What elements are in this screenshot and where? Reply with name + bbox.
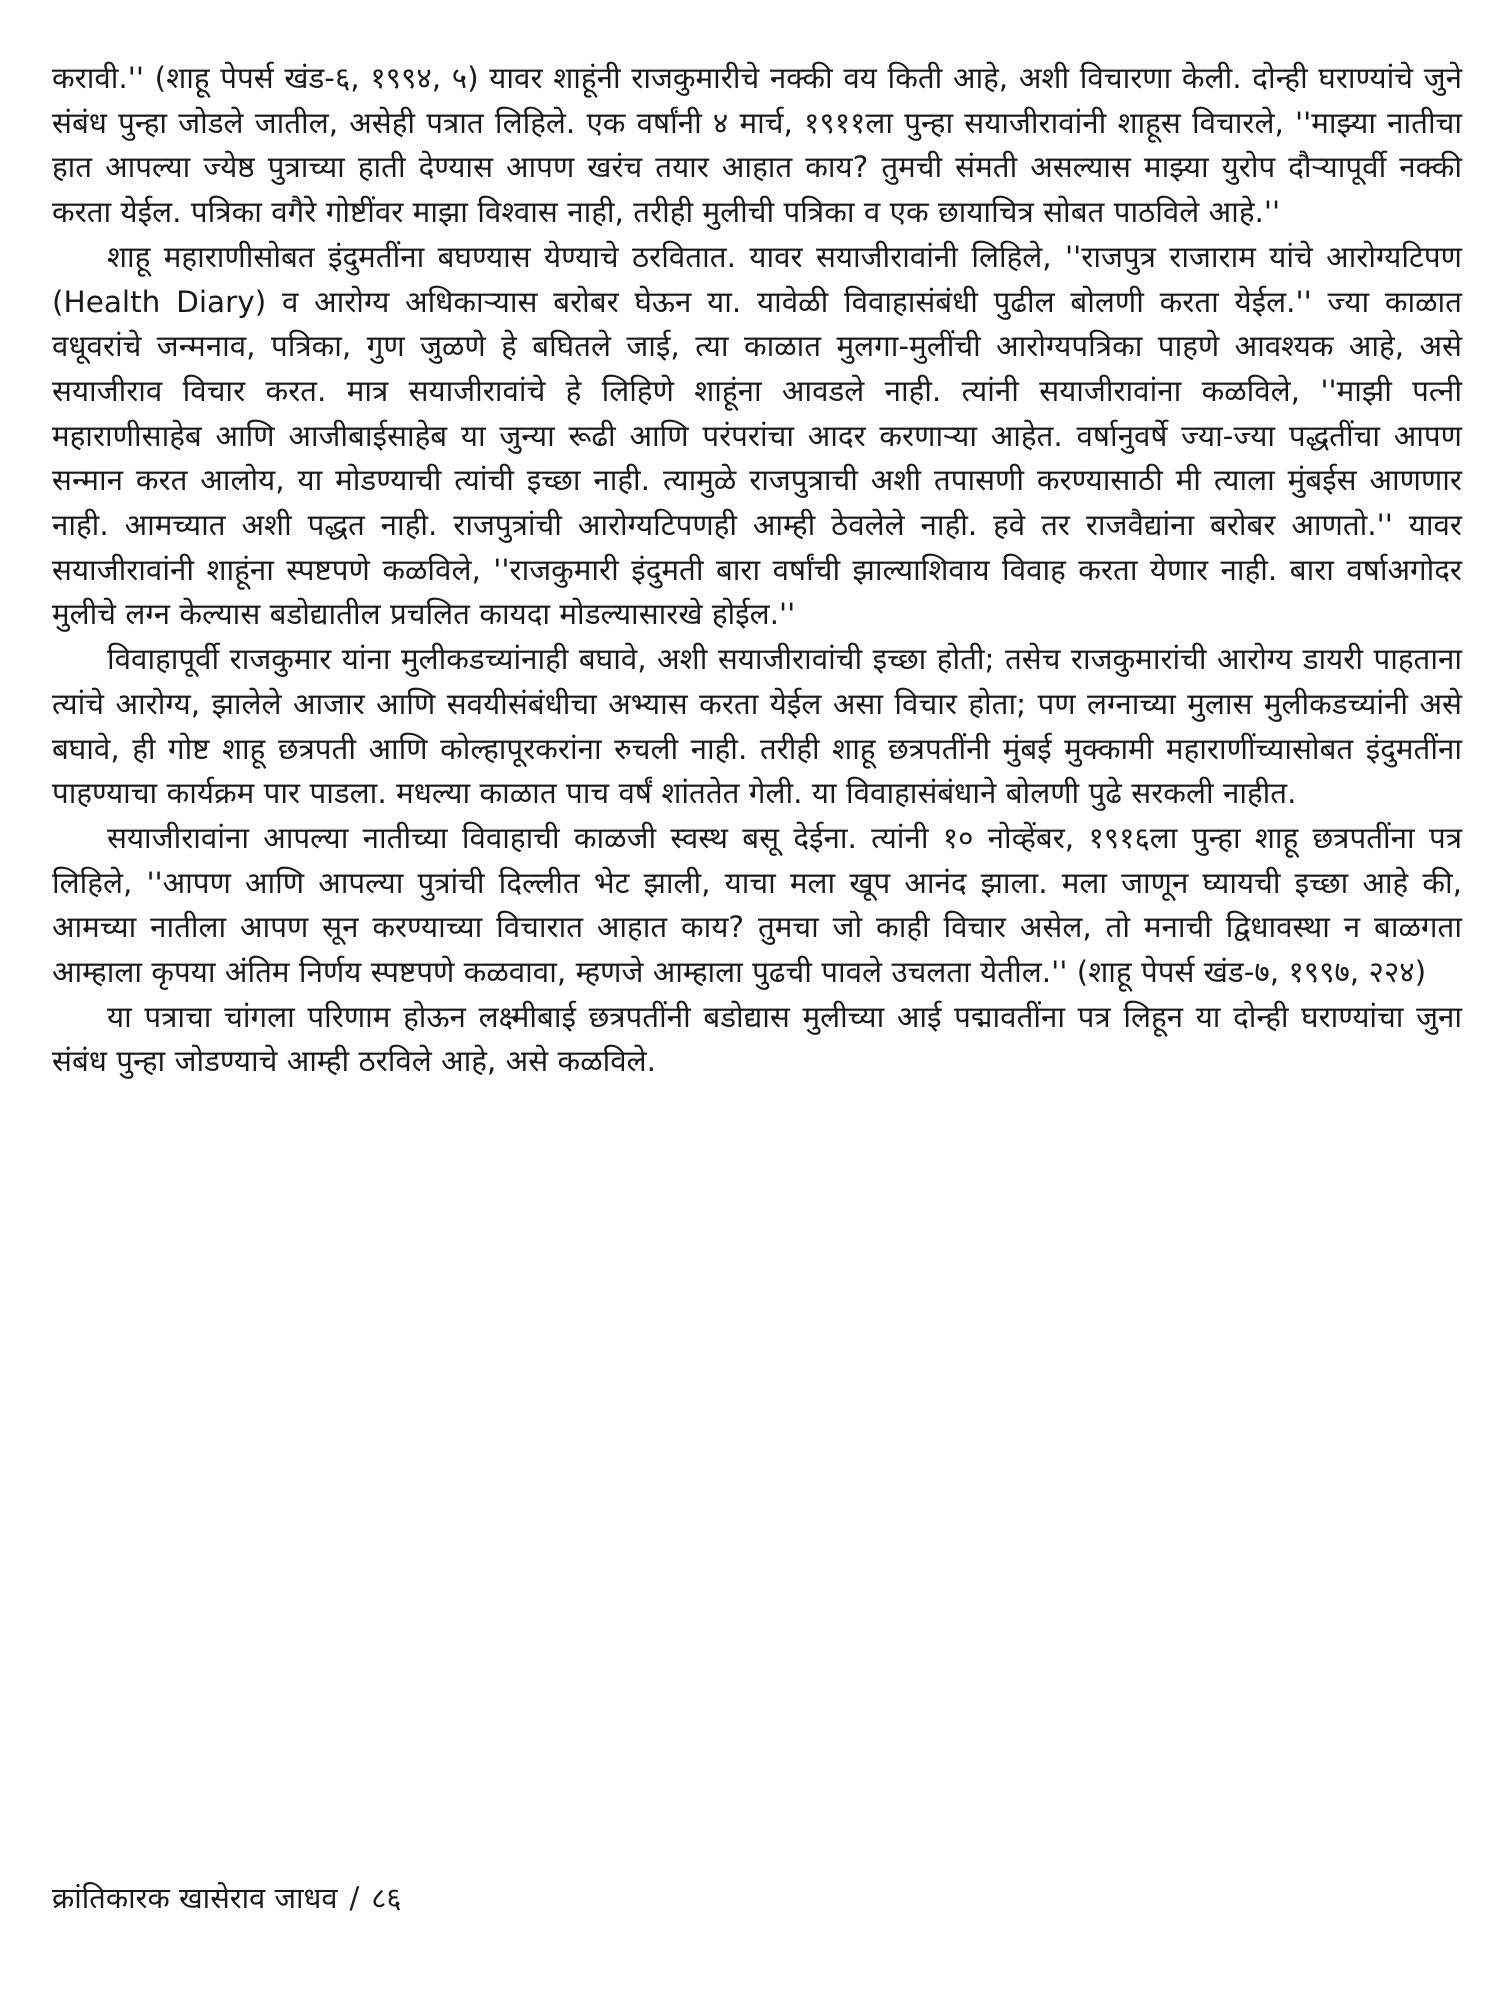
page-footer [52, 1878, 401, 1918]
paragraph-lakshmibai-reply: या पत्राचा चांगला परिणाम होऊन लक्ष्मीबाई छत्रपतींनी बडोद्यास मुलीच्या आई पद्मावतींना पत्र लिहून या दोन्ही घराण्यांचा जुना संबंध पुन्हा जोडण्याचे आम्ही ठरविले आहे, असे कळविले. [52, 999, 1462, 1079]
paragraph-pre-marriage-viewing: विवाहापूर्वी राजकुमार यांना मुलीकडच्यांनाही बघावे, अशी सयाजीरावांची इच्छा होती; तसेच राजकुमारांची आरोग्य डायरी पाहताना त्यांचे आरोग्य, झालेले आजार आणि सवयीसंबंधीचा अभ्यास करता येईल असा विचार होता; पण लग्नाच्या मुलास मुलीकडच्यांनी असे बघावे, ही गोष्ट शाहू छत्रपती आणि कोल्हापूरकरांना रुचली नाही. तरीही शाहू छत्रपतींनी मुंबई मुक्कामी महाराणींच्यासोबत इंदुमतींना पाहण्याचा कार्यक्रम पार पाडला. मधल्या काळात पाच वर्षं शांततेत गेली. या विवाहासंबंधाने बोलणी पुढे सरकली नाहीत. [52, 642, 1462, 811]
footer-separator: / [349, 1881, 360, 1915]
page-number: ८६ [371, 1881, 402, 1915]
paragraph-letter-continuation: करावी.'' (शाहू पेपर्स खंड-६, १९९४, ५) यावर शाहूंनी राजकुमारीचे नक्की वय किती आहे, अशी विचारणा केली. दोन्ही घराण्यांचे जुने संबंध पुन्हा जोडले जातील, असेही पत्रात लिहिले. एक वर्षांनी ४ मार्च, १९११ला पुन्हा सयाजीरावांनी शाहूस विचारले, ''माझ्या नातीचा हात आपल्या ज्येष्ठ पुत्राच्या हाती देण्यास आपण खरंच तयार आहात काय? तुमची संमती असल्यास माझ्या युरोप दौऱ्यापूर्वी नक्की करता येईल. पत्रिका वगैरे गोष्टींवर माझा विश्वास नाही, तरीही मुलीची पत्रिका व एक छायाचित्र सोबत पाठविले आहे.'' [52, 61, 1462, 230]
book-title: क्रांतिकारक खासेराव जाधव [52, 1881, 338, 1915]
page-body [52, 56, 1462, 1084]
paragraph-health-diary: शाहू महाराणीसोबत इंदुमतींना बघण्यास येण्याचे ठरवितात. यावर सयाजीरावांनी लिहिले, ''राजपुत्र राजाराम यांचे आरोग्यटिपण (Health Diary) व आरोग्य अधिकाऱ्यास बरोबर घेऊन या. यावेळी विवाहासंबंधी पुढील बोलणी करता येईल.'' ज्या काळात वधूवरांचे जन्मनाव, पत्रिका, गुण जुळणे हे बघितले जाई, त्या काळात मुलगा-मुलींची आरोग्यपत्रिका पाहणे आवश्यक आहे, असे सयाजीराव विचार करत. मात्र सयाजीरावांचे हे लिहिणे शाहूंना आवडले नाही. त्यांनी सयाजीरावांना कळविले, ''माझी पत्नी महाराणीसाहेब आणि आजीबाईसाहेब या जुन्या रूढी आणि परंपरांचा आदर करणाऱ्या आहेत. वर्षानुवर्षे ज्या-ज्या पद्धतींचा आपण सन्मान करत आलोय, या मोडण्याची त्यांची इच्छा नाही. त्यामुळे राजपुत्राची अशी तपासणी करण्यासाठी मी त्याला मुंबईस आणणार नाही. आमच्यात अशी पद्धत नाही. राजपुत्रांची आरोग्यटिपणही आम्ही ठेवलेले नाही. हवे तर राजवैद्यांना बरोबर आणतो.'' यावर सयाजीरावांनी शाहूंना स्पष्टपणे कळविले, ''राजकुमारी इंदुमती बारा वर्षांची झाल्याशिवाय विवाह करता येणार नाही. बारा वर्षाअगोदर मुलीचे लग्न केल्यास बडोद्यातील प्रचलित कायदा मोडल्यासारखे होईल.'' [52, 239, 1463, 632]
paragraph-letter-1916: सयाजीरावांना आपल्या नातीच्या विवाहाची काळजी स्वस्थ बसू देईना. त्यांनी १० नोव्हेंबर, १९१६ला पुन्हा शाहू छत्रपतींना पत्र लिहिले, ''आपण आणि आपल्या पुत्रांची दिल्लीत भेट झाली, याचा मला खूप आनंद झाला. मला जाणून घ्यायची इच्छा आहे की, आमच्या नातीला आपण सून करण्याच्या विचारात आहात काय? तुमचा जो काही विचार असेल, तो मनाची द्विधावस्था न बाळगता आम्हाला कृपया अंतिम निर्णय स्पष्टपणे कळवावा, म्हणजे आम्हाला पुढची पावले उचलता येतील.'' (शाहू पेपर्स खंड-७, १९९७, २२४) [52, 820, 1462, 990]
